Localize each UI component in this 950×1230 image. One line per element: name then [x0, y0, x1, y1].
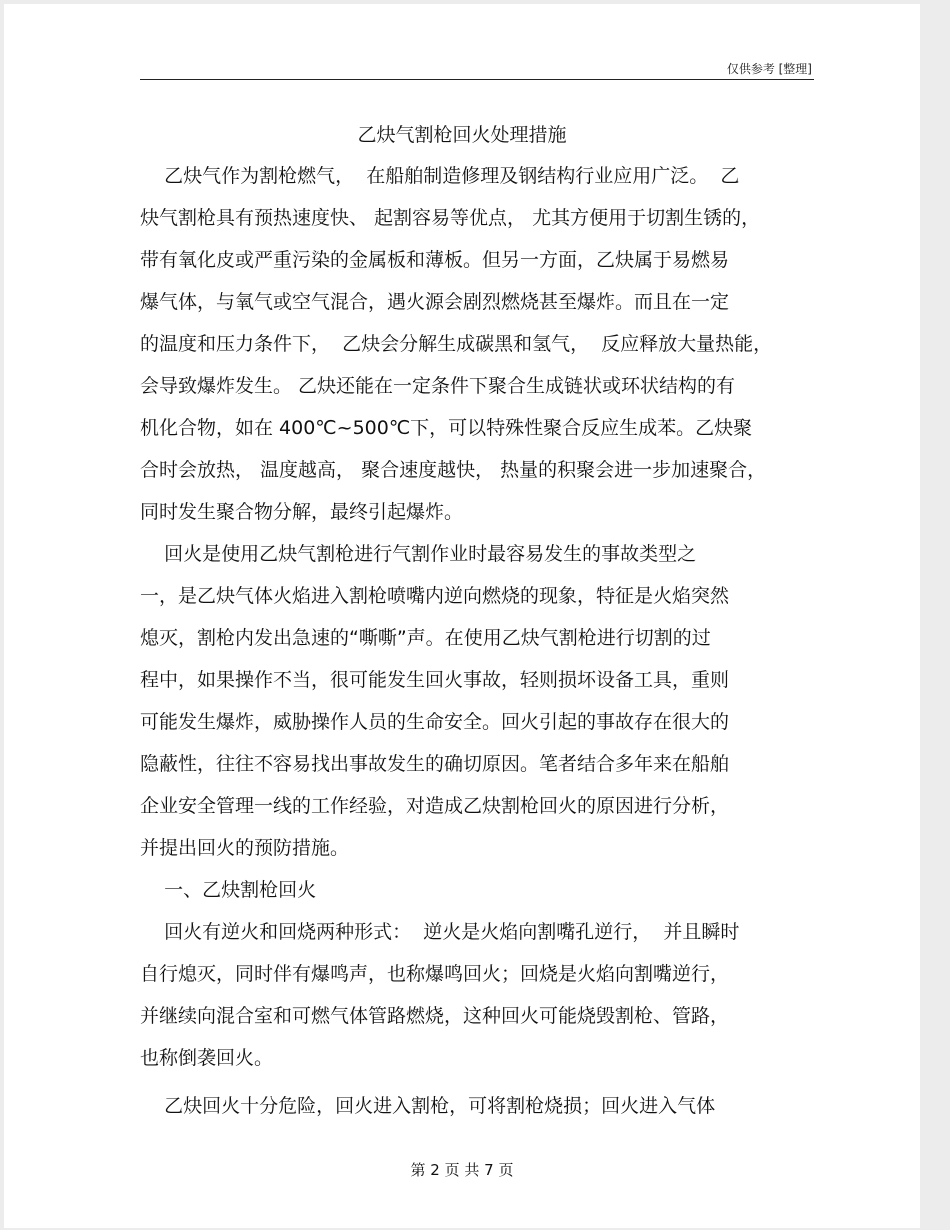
paragraph-line: 机化合物，如在 400℃~500℃下，可以特殊性聚合反应生成苯。乙炔聚: [140, 417, 753, 439]
header-divider: [140, 79, 814, 80]
paragraph-line: 可能发生爆炸，威胁操作人员的生命安全。回火引起的事故存在很大的: [140, 711, 730, 733]
paragraph-line: 的温度和压力条件下， 乙炔会分解生成碳黑和氢气， 反应释放大量热能，: [140, 333, 773, 355]
paragraph-line: 自行熄灭，同时伴有爆鸣声，也称爆鸣回火；回烧是火焰向割嘴逆行，: [140, 963, 730, 985]
paragraph-line: 回火是使用乙炔气割枪进行气割作业时最容易发生的事故类型之: [140, 543, 697, 565]
paragraph-line: 同时发生聚合物分解，最终引起爆炸。: [140, 501, 464, 523]
paragraph-line: 乙炔气作为割枪燃气， 在船舶制造修理及钢结构行业应用广泛。 乙: [140, 165, 740, 187]
paragraph-line: 带有氧化皮或严重污染的金属板和薄板。但另一方面，乙炔属于易燃易: [140, 249, 730, 271]
section-heading: 一、乙炔割枪回火: [140, 879, 317, 901]
paragraph-line: 并提出回火的预防措施。: [140, 837, 350, 859]
paragraph-line: 会导致爆炸发生。 乙炔还能在一定条件下聚合生成链状或环状结构的有: [140, 375, 736, 397]
paragraph-line: 一，是乙炔气体火焰进入割枪喷嘴内逆向燃烧的现象，特征是火焰突然: [140, 585, 730, 607]
paragraph-line: 也称倒袭回火。: [140, 1047, 274, 1069]
paragraph-line: 爆气体，与氧气或空气混合，遇火源会剧烈燃烧甚至爆炸。而且在一定: [140, 291, 730, 313]
paragraph-line: 回火有逆火和回烧两种形式： 逆火是火焰向割嘴孔逆行， 并且瞬时: [140, 921, 740, 943]
page-title: 乙炔气割枪回火处理措施: [357, 124, 567, 146]
document-page: [4, 4, 920, 1228]
paragraph-line: 炔气割枪具有预热速度快、 起割容易等优点， 尤其方便用于切割生锈的，: [140, 207, 761, 229]
paragraph-line: 乙炔回火十分危险，回火进入割枪，可将割枪烧损；回火进入气体: [140, 1095, 716, 1117]
page-header: 仅供参考 [整理]: [726, 62, 812, 76]
paragraph-line: 合时会放热， 温度越高， 聚合速度越快， 热量的积聚会进一步加速聚合，: [140, 459, 767, 481]
paragraph-line: 并继续向混合室和可燃气体管路燃烧，这种回火可能烧毁割枪、管路，: [140, 1005, 730, 1027]
paragraph-line: 熄灭，割枪内发出急速的“嘶嘶”声。在使用乙炔气割枪进行切割的过: [140, 627, 711, 649]
paragraph-line: 企业安全管理一线的工作经验，对造成乙炔割枪回火的原因进行分析，: [140, 795, 730, 817]
paragraph-line: 隐蔽性，往往不容易找出事故发生的确切原因。笔者结合多年来在船舶: [140, 753, 730, 775]
page-number-footer: 第 2 页 共 7 页: [410, 1161, 514, 1179]
paragraph-line: 程中，如果操作不当，很可能发生回火事故，轻则损坏设备工具，重则: [140, 669, 730, 691]
